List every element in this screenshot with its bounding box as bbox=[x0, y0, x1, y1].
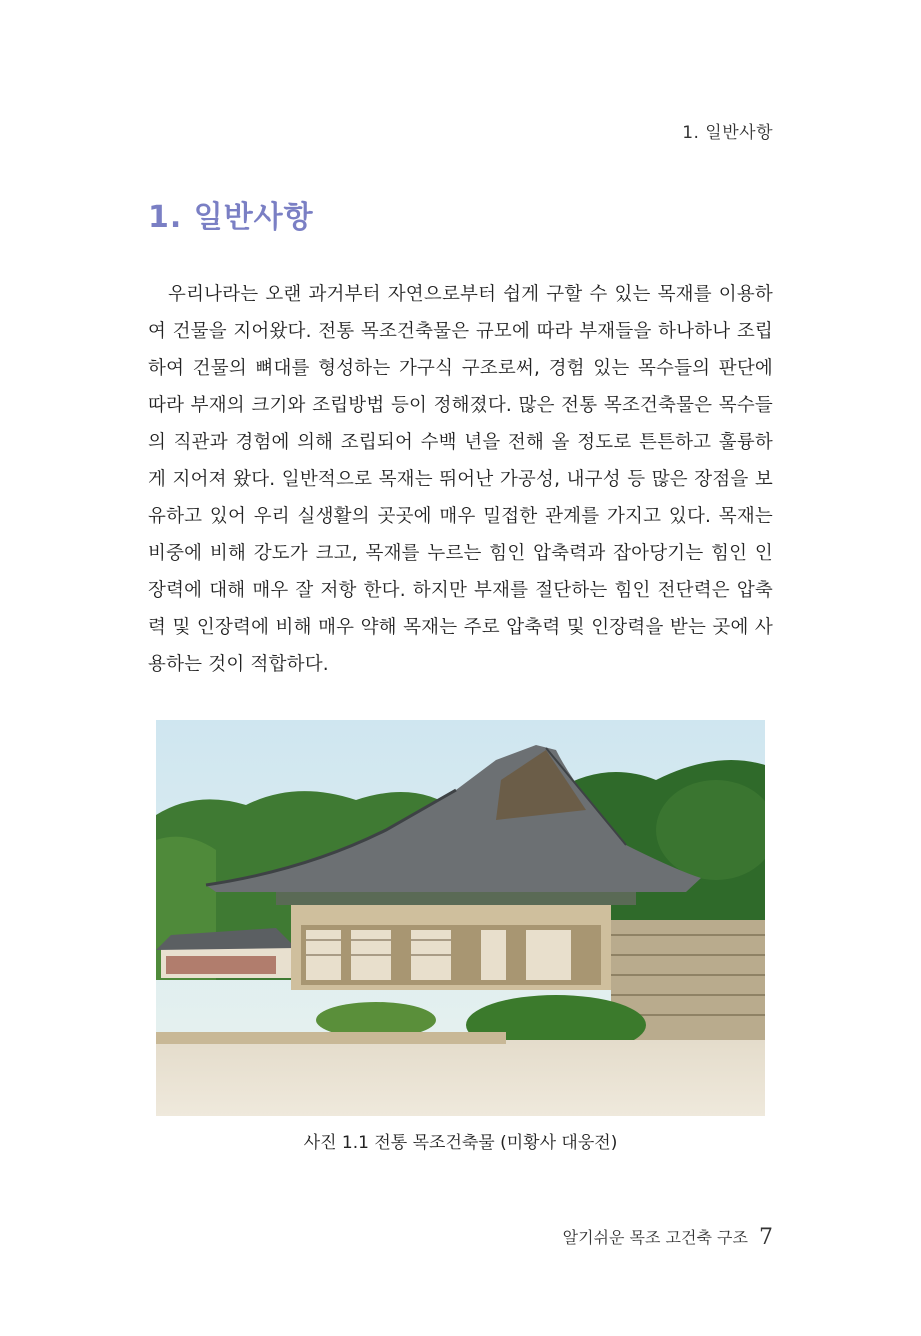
photo-caption: 사진 1.1 전통 목조건축물 (미황사 대웅전) bbox=[303, 1133, 618, 1153]
page-number: 7 bbox=[759, 1225, 773, 1250]
section-title: 1. 일반사항 bbox=[148, 200, 314, 235]
running-header: 1. 일반사항 bbox=[682, 123, 773, 143]
temple-photo bbox=[156, 720, 765, 1116]
book-title: 알기쉬운 목조 고건축 구조 bbox=[562, 1228, 748, 1247]
body-paragraph: 우리나라는 오랜 과거부터 자연으로부터 쉽게 구할 수 있는 목재를 이용하여 건물을 지어왔다. 전통 목조건축물은 규모에 따라 부재들을 하나하나 조립하여 건물의 뼈대를 형성하는 가구식 구조로써, 경험 있는 목수들의 판단에 따라 부재의 크기와 조립방법 등이 정해졌다. 많은 전통 목조건축물은 목수들의 직관과 경험에 의해 조립되어 수백 년을 전해 올 정도로 튼튼하고 훌륭하게 지어져 왔다. 일반적으로 목재는 뛰어난 가공성, 내구성 등 많은 장점을 보유하고 있어 우리 실생활의 곳곳에 매우 밀접한 관계를 가지고 있다. 목재는 비중에 비해 강도가 크고, 목재를 누르는 힘인 압축력과 잡아당기는 힘인 인장력에 대해 매우 잘 저항 한다. 하지만 부재를 절단하는 힘인 전단력은 압축력 및 인장력에 비해 매우 약해 목재는 주로 압축력 및 인장력을 받는 곳에 사용하는 것이 적합하다. bbox=[148, 284, 773, 675]
page-footer bbox=[563, 1225, 773, 1250]
